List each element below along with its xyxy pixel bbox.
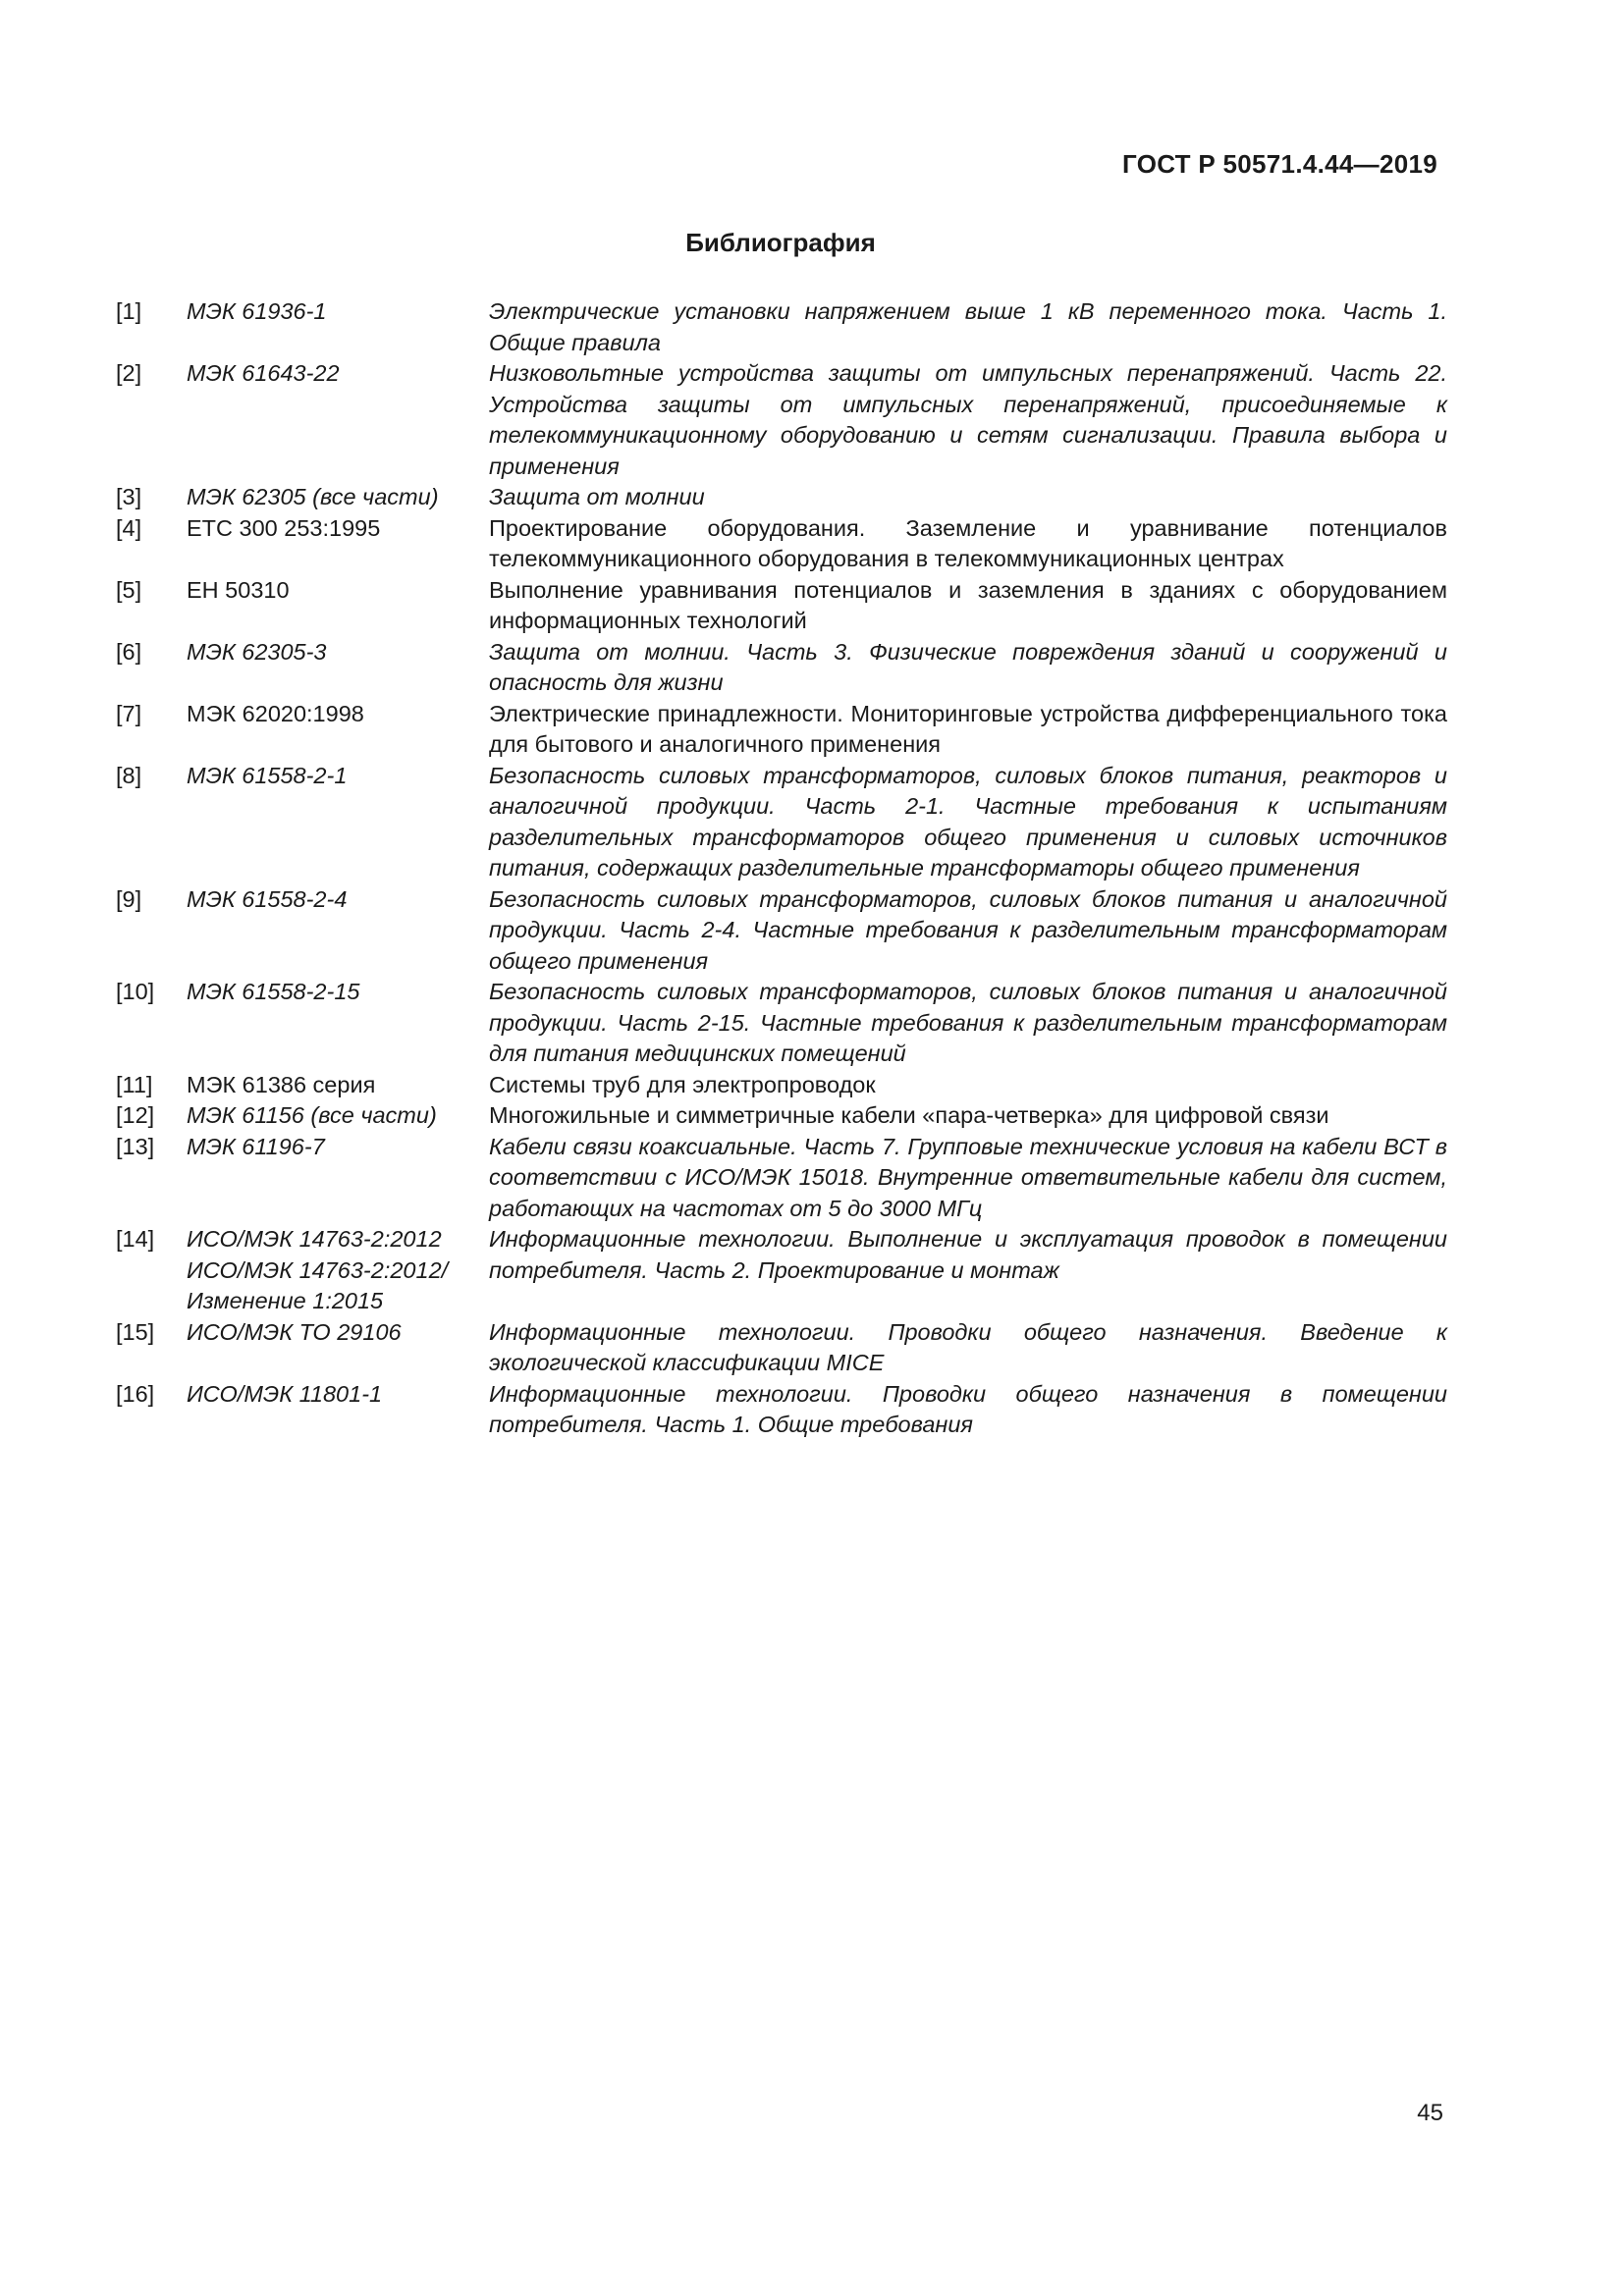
bibliography-entry <box>116 637 1447 699</box>
entry-title: Безопасность силовых трансформаторов, силовых блоков питания и аналогичной продукции. Часть 2-4. Частные требования к разделительным трансформаторам общего применения <box>489 885 1447 974</box>
entry-number: [4] <box>116 514 142 541</box>
entry-number: [11] <box>116 1071 153 1097</box>
bibliography-list <box>116 296 1447 1441</box>
entry-number: [5] <box>116 576 142 603</box>
entry-standard: МЭК 62020:1998 <box>187 700 364 726</box>
entry-standard: ЕТС 300 253:1995 <box>187 514 381 541</box>
entry-number: [13] <box>116 1133 155 1159</box>
page-title: Библиография <box>685 228 876 257</box>
entry-standard: ИСО/МЭК 11801-1 <box>187 1380 383 1407</box>
bibliography-entry <box>116 977 1447 1070</box>
entry-title: Многожильные и симметричные кабели «пара-четверка» для цифровой связи <box>489 1102 1329 1128</box>
entry-standard: МЭК 61558-2-1 <box>187 762 348 788</box>
entry-title: Информационные технологии. Выполнение и эксплуатация проводок в помещении потребителя. Часть 2. Проектирование и монтаж <box>489 1226 1447 1283</box>
entry-title: Информационные технологии. Проводки общего назначения. Введение к экологической классификации MICE <box>489 1318 1447 1375</box>
bibliography-entry <box>116 761 1447 884</box>
entry-number: [8] <box>116 762 142 788</box>
entry-standard: МЭК 61643-22 <box>187 360 340 386</box>
bibliography-entry <box>116 1070 1447 1101</box>
entry-number: [12] <box>116 1102 155 1128</box>
bibliography-entry <box>116 1132 1447 1225</box>
entry-title: Защита от молнии <box>489 484 705 509</box>
entry-number: [14] <box>116 1226 155 1252</box>
bibliography-entry <box>116 1224 1447 1317</box>
bibliography-entry <box>116 575 1447 637</box>
entry-number: [6] <box>116 638 142 665</box>
entry-number: [3] <box>116 484 142 509</box>
document-id: ГОСТ Р 50571.4.44—2019 <box>1122 149 1437 179</box>
entry-title: Выполнение уравнивания потенциалов и заземления в зданиях с оборудованием информационных технологий <box>489 576 1447 633</box>
entry-number: [1] <box>116 298 142 324</box>
entry-title: Безопасность силовых трансформаторов, силовых блоков питания, реакторов и аналогичной продукции. Часть 2-1. Частные требования к испытаниям разделительных трансформаторов общего применения и силовых источников питания, содержащих разделительные трансформаторы общего применения <box>489 762 1447 881</box>
entry-title: Электрические принадлежности. Мониторинговые устройства дифференциального тока для бытового и аналогичного применения <box>489 700 1447 757</box>
entry-title: Электрические установки напряжением выше 1 кВ переменного тока. Часть 1. Общие правила <box>489 298 1447 355</box>
entry-title: Низковольтные устройства защиты от импульсных перенапряжений. Часть 22. Устройства защиты от импульсных перенапряжений, присоединяемые к телекоммуникационному оборудованию и сетям сигнализации. Правила выбора и применения <box>489 360 1447 479</box>
bibliography-entry <box>116 1379 1447 1441</box>
entry-number: [10] <box>116 979 155 1004</box>
entry-title: Кабели связи коаксиальные. Часть 7. Групповые технические условия на кабели ВСТ в соответствии с ИСО/МЭК 15018. Внутренние ответвительные кабели для систем, работающих на частотах от 5 до 3000 МГц <box>489 1133 1447 1221</box>
entry-standard: МЭК 61386 серия <box>187 1071 376 1097</box>
entry-title: Информационные технологии. Проводки общего назначения в помещении потребителя. Часть 1. Общие требования <box>489 1380 1447 1437</box>
entry-number: [2] <box>116 360 142 386</box>
entry-number: [9] <box>116 885 142 912</box>
page-number: 45 <box>1417 2100 1443 2126</box>
entry-standard: МЭК 61558-2-4 <box>187 885 348 912</box>
entry-number: [7] <box>116 700 142 726</box>
bibliography-entry <box>116 513 1447 575</box>
bibliography-entry <box>116 296 1447 358</box>
entry-number: [16] <box>116 1380 155 1407</box>
entry-standard: МЭК 62305-3 <box>187 638 327 665</box>
entry-standard: МЭК 61196-7 <box>187 1133 325 1159</box>
entry-number: [15] <box>116 1318 155 1345</box>
bibliography-entry <box>116 482 1447 513</box>
bibliography-entry <box>116 1100 1447 1132</box>
bibliography-entry <box>116 1317 1447 1379</box>
entry-standard: МЭК 61936-1 <box>187 298 327 324</box>
bibliography-entry <box>116 699 1447 761</box>
bibliography-entry <box>116 358 1447 482</box>
entry-title: Безопасность силовых трансформаторов, силовых блоков питания и аналогичной продукции. Часть 2-15. Частные требования к разделительным трансформаторам для питания медицинских помещений <box>489 979 1447 1066</box>
entry-standard: ИСО/МЭК ТО 29106 <box>187 1318 402 1345</box>
entry-standard: ЕН 50310 <box>187 576 290 603</box>
entry-standard: МЭК 61558-2-15 <box>187 979 360 1004</box>
entry-title: Системы труб для электропроводок <box>489 1071 876 1097</box>
bibliography-entry <box>116 884 1447 978</box>
entry-standard: ИСО/МЭК 14763-2:2012 ИСО/МЭК 14763-2:2012/ Изменение 1:2015 <box>187 1226 449 1313</box>
entry-standard: МЭК 61156 (все части) <box>187 1102 437 1128</box>
entry-title: Проектирование оборудования. Заземление и уравнивание потенциалов телекоммуникационного оборудования в телекоммуникационных центрах <box>489 514 1447 571</box>
entry-title: Защита от молнии. Часть 3. Физические повреждения зданий и сооружений и опасность для жизни <box>489 638 1447 695</box>
entry-standard: МЭК 62305 (все части) <box>187 484 439 509</box>
